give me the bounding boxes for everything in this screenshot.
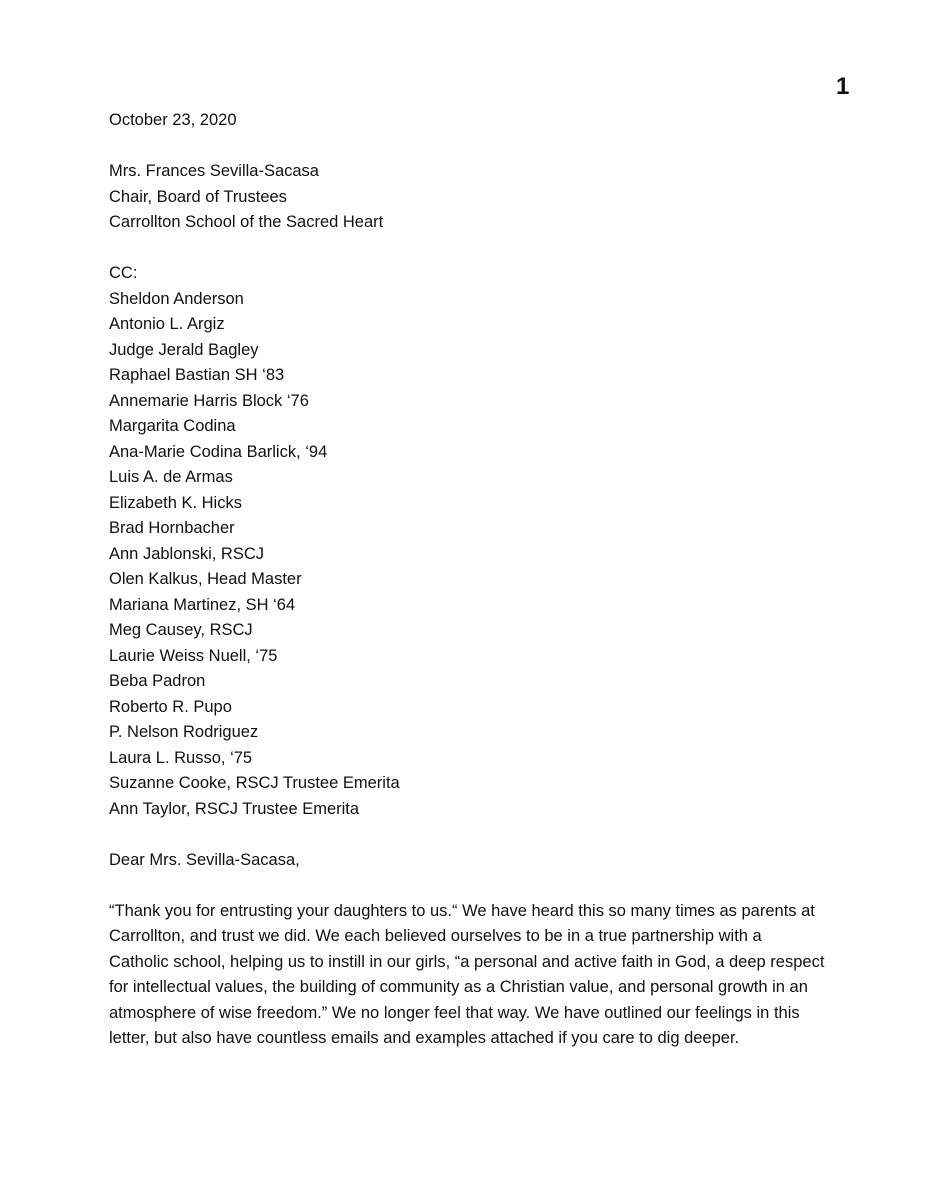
cc-name: Raphael Bastian SH ‘83 bbox=[109, 366, 285, 384]
recipient-name: Mrs. Frances Sevilla-Sacasa bbox=[109, 162, 319, 180]
cc-block bbox=[109, 261, 849, 822]
cc-name: Elizabeth K. Hicks bbox=[109, 493, 242, 512]
body-line: letter, but also have countless emails and examples attached if you care to dig deeper. bbox=[109, 1029, 740, 1047]
cc-name: Roberto R. Pupo bbox=[109, 697, 232, 716]
body-line: “Thank you for entrusting your daughters to us.“ We have heard this so many times as parents at bbox=[109, 901, 815, 920]
cc-name: P. Nelson Rodriguez bbox=[109, 723, 259, 741]
body-line: Catholic school, helping us to instill in our girls, “a personal and active faith in God, a deep respect bbox=[109, 952, 825, 971]
cc-name: Luis A. de Armas bbox=[109, 468, 233, 486]
recipient-title: Chair, Board of Trustees bbox=[109, 187, 287, 206]
letter-body bbox=[109, 108, 849, 1052]
recipient-organization: Carrollton School of the Sacred Heart bbox=[109, 213, 384, 231]
body-line: Carrollton, and trust we did. We each believed ourselves to be in a true partnership with a bbox=[109, 927, 762, 945]
cc-name: Sheldon Anderson bbox=[109, 289, 244, 308]
letter-date: October 23, 2020 bbox=[109, 111, 237, 129]
cc-name: Olen Kalkus, Head Master bbox=[109, 570, 302, 588]
cc-name: Ann Taylor, RSCJ Trustee Emerita bbox=[109, 799, 360, 818]
cc-label: CC: bbox=[109, 264, 138, 282]
cc-name: Brad Hornbacher bbox=[109, 519, 235, 537]
salutation: Dear Mrs. Sevilla-Sacasa, bbox=[109, 850, 300, 869]
recipient-block bbox=[109, 159, 849, 236]
page-number: 1 bbox=[836, 73, 850, 100]
cc-name: Antonio L. Argiz bbox=[109, 315, 225, 333]
cc-name: Annemarie Harris Block ‘76 bbox=[109, 391, 309, 410]
cc-name: Margarita Codina bbox=[109, 417, 236, 435]
cc-name: Ann Jablonski, RSCJ bbox=[109, 544, 264, 563]
cc-name: Laurie Weiss Nuell, ‘75 bbox=[109, 646, 278, 665]
body-line: atmosphere of wise freedom.” We no longer feel that way. We have outlined our feelings in this bbox=[109, 1003, 800, 1022]
body-paragraph bbox=[109, 899, 839, 1052]
body-line: for intellectual values, the building of community as a Christian value, and personal growth in an bbox=[109, 978, 808, 996]
cc-name: Mariana Martinez, SH ‘64 bbox=[109, 595, 296, 614]
cc-name: Beba Padron bbox=[109, 672, 206, 690]
cc-name: Judge Jerald Bagley bbox=[109, 340, 259, 359]
cc-name: Laura L. Russo, ‘75 bbox=[109, 748, 253, 767]
cc-name: Ana-Marie Codina Barlick, ‘94 bbox=[109, 442, 328, 461]
cc-name: Meg Causey, RSCJ bbox=[109, 621, 253, 639]
cc-name: Suzanne Cooke, RSCJ Trustee Emerita bbox=[109, 774, 400, 792]
